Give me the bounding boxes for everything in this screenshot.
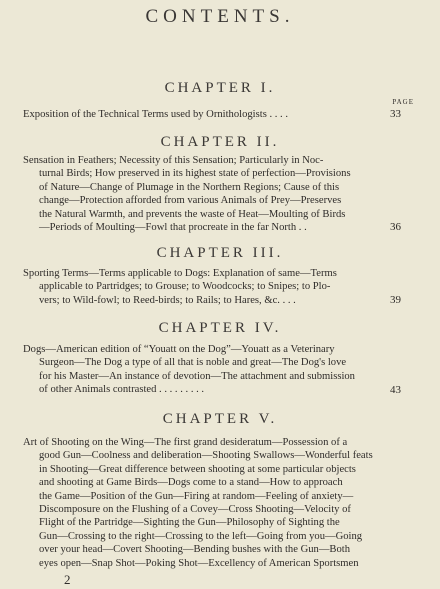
page-column-label: PAGE <box>392 98 414 106</box>
entry-line: of Nature—Change of Plumage in the Northern Regions; Cause of this <box>39 181 340 193</box>
chapter-2-entry <box>23 154 411 234</box>
chapter-4-heading: CHAPTER IV. <box>158 320 282 336</box>
page-title: CONTENTS. <box>145 6 295 27</box>
chapter-4-entry <box>23 343 411 397</box>
entry-line: applicable to Partridges; to Grouse; to Woodcocks; to Snipes; to Plo- <box>39 281 331 293</box>
entry-line: turnal Birds; How preserved in its highest state of perfection—Provisions <box>39 168 351 180</box>
entry-line: good Gun—Coolness and deliberation—Shooting Swallows—Wonderful feats <box>39 450 373 462</box>
entry-line: of other Animals contrasted . . . . . . . . . <box>39 384 205 396</box>
entry-line: the Natural Warmth, and prevents the waste of Heat—Moulting of Birds <box>39 208 346 220</box>
entry-line: Sensation in Feathers; Necessity of this Sensation; Particularly in Noc- <box>23 155 324 166</box>
entry-line: Flight of the Partridge—Sighting the Gun—Philosophy of Sighting the <box>39 517 340 529</box>
entry-line: Gun—Crossing to the right—Crossing to the left—Going from you—Going <box>39 530 363 542</box>
entry-line: the Game—Position of the Gun—Firing at random—Feeling of anxiety— <box>39 490 354 502</box>
chapter-5-heading: CHAPTER V. <box>162 411 278 427</box>
entry-line: Discomposure on the Flushing of a Covey—Cross Shooting—Velocity of <box>39 504 351 516</box>
entry-line: and shooting at Game Birds—Dogs come to a stand—How to approach <box>39 477 343 489</box>
entry-line: Dogs—American edition of “Youatt on the Dog”—Youatt as a Veterinary <box>23 344 335 355</box>
entry-line: Surgeon—The Dog a type of all that is noble and great—The Dog's love <box>39 357 347 369</box>
entry-line: change—Protection afforded from various Animals of Prey—Preserves <box>39 195 342 207</box>
entry-line: vers; to Wild-fowl; to Reed-birds; to Rails; to Hares, &c. . . . <box>39 294 296 306</box>
chapter-5-entry <box>23 436 411 570</box>
entry-line: Exposition of the Technical Terms used by Ornithologists . . . . <box>23 109 288 120</box>
entry-line: Sporting Terms—Terms applicable to Dogs: Explanation of same—Terms <box>23 268 337 279</box>
page-number: 2 <box>64 572 71 587</box>
entry-line: —Periods of Moulting—Fowl that procreate in the far North . . <box>39 222 307 234</box>
chapter-3-entry <box>23 267 411 307</box>
chapter-1-entry <box>23 108 411 121</box>
chapter-1-page: 33 <box>390 108 401 120</box>
chapter-4-page: 43 <box>390 384 401 396</box>
chapter-1-heading: CHAPTER I. <box>164 80 276 96</box>
chapter-2-page: 36 <box>390 221 401 233</box>
entry-line: over your head—Covert Shooting—Bending bushes with the Gun—Both <box>39 544 351 556</box>
chapter-3-page: 39 <box>390 294 401 306</box>
entry-line: in Shooting—Great difference between shooting at some particular objects <box>39 463 356 475</box>
chapter-3-heading: CHAPTER III. <box>156 245 284 261</box>
chapter-2-heading: CHAPTER II. <box>160 134 280 150</box>
entry-line: eyes open—Snap Shot—Poking Shot—Excellency of American Sportsmen <box>39 557 359 569</box>
entry-line: for his Master—An instance of devotion—The attachment and submission <box>39 370 355 382</box>
entry-line: Art of Shooting on the Wing—The first grand desideratum—Possession of a <box>23 437 348 448</box>
